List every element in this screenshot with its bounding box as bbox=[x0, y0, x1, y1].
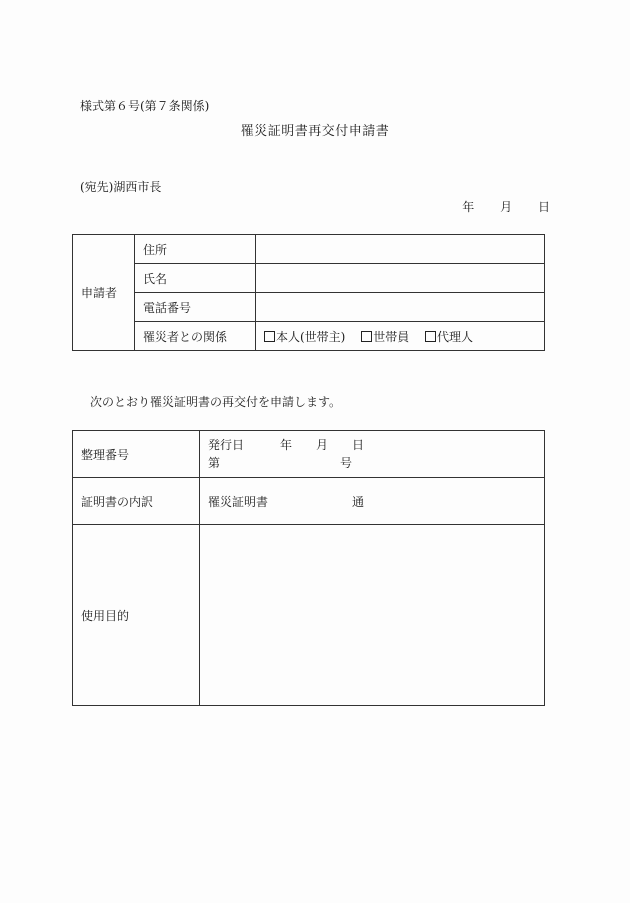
issue-number-line: 第 号 bbox=[208, 456, 353, 470]
applicant-table bbox=[72, 234, 545, 351]
address-field[interactable] bbox=[256, 235, 545, 264]
purpose-label: 使用目的 bbox=[73, 525, 200, 706]
addressee: (宛先)湖西市長 bbox=[80, 180, 162, 194]
phone-field[interactable] bbox=[256, 293, 545, 322]
relation-option-agent[interactable]: 代理人 bbox=[425, 330, 473, 344]
document-title: 罹災証明書再交付申請書 bbox=[240, 124, 390, 139]
issue-date-line: 発行日 年 月 日 bbox=[208, 438, 365, 452]
date-line bbox=[462, 198, 550, 215]
breakdown-value: 罹災証明書 通 bbox=[208, 494, 365, 509]
ref-number-label: 整理番号 bbox=[73, 431, 200, 478]
checkbox-icon[interactable] bbox=[361, 331, 372, 342]
month-label: 月 bbox=[500, 200, 513, 214]
form-number: 様式第６号(第７条関係) bbox=[80, 99, 210, 113]
checkbox-icon[interactable] bbox=[425, 331, 436, 342]
details-table bbox=[72, 430, 545, 706]
name-label: 氏名 bbox=[135, 264, 256, 293]
purpose-field[interactable] bbox=[200, 525, 545, 706]
applicant-header: 申請者 bbox=[73, 235, 135, 351]
relation-option-household[interactable]: 世帯員 bbox=[361, 330, 409, 344]
phone-label: 電話番号 bbox=[135, 293, 256, 322]
relation-label: 罹災者との関係 bbox=[135, 322, 256, 351]
address-label: 住所 bbox=[135, 235, 256, 264]
breakdown-label: 証明書の内訳 bbox=[73, 478, 200, 525]
relation-option-self[interactable]: 本人(世帯主) bbox=[264, 330, 345, 344]
day-label: 日 bbox=[537, 200, 550, 214]
checkbox-icon[interactable] bbox=[264, 331, 275, 342]
year-label: 年 bbox=[462, 200, 475, 214]
breakdown-field[interactable] bbox=[200, 478, 545, 525]
issue-info-field[interactable] bbox=[200, 431, 545, 478]
relation-options bbox=[256, 322, 545, 351]
intro-text: 次のとおり罹災証明書の再交付を申請します。 bbox=[90, 395, 342, 409]
name-field[interactable] bbox=[256, 264, 545, 293]
